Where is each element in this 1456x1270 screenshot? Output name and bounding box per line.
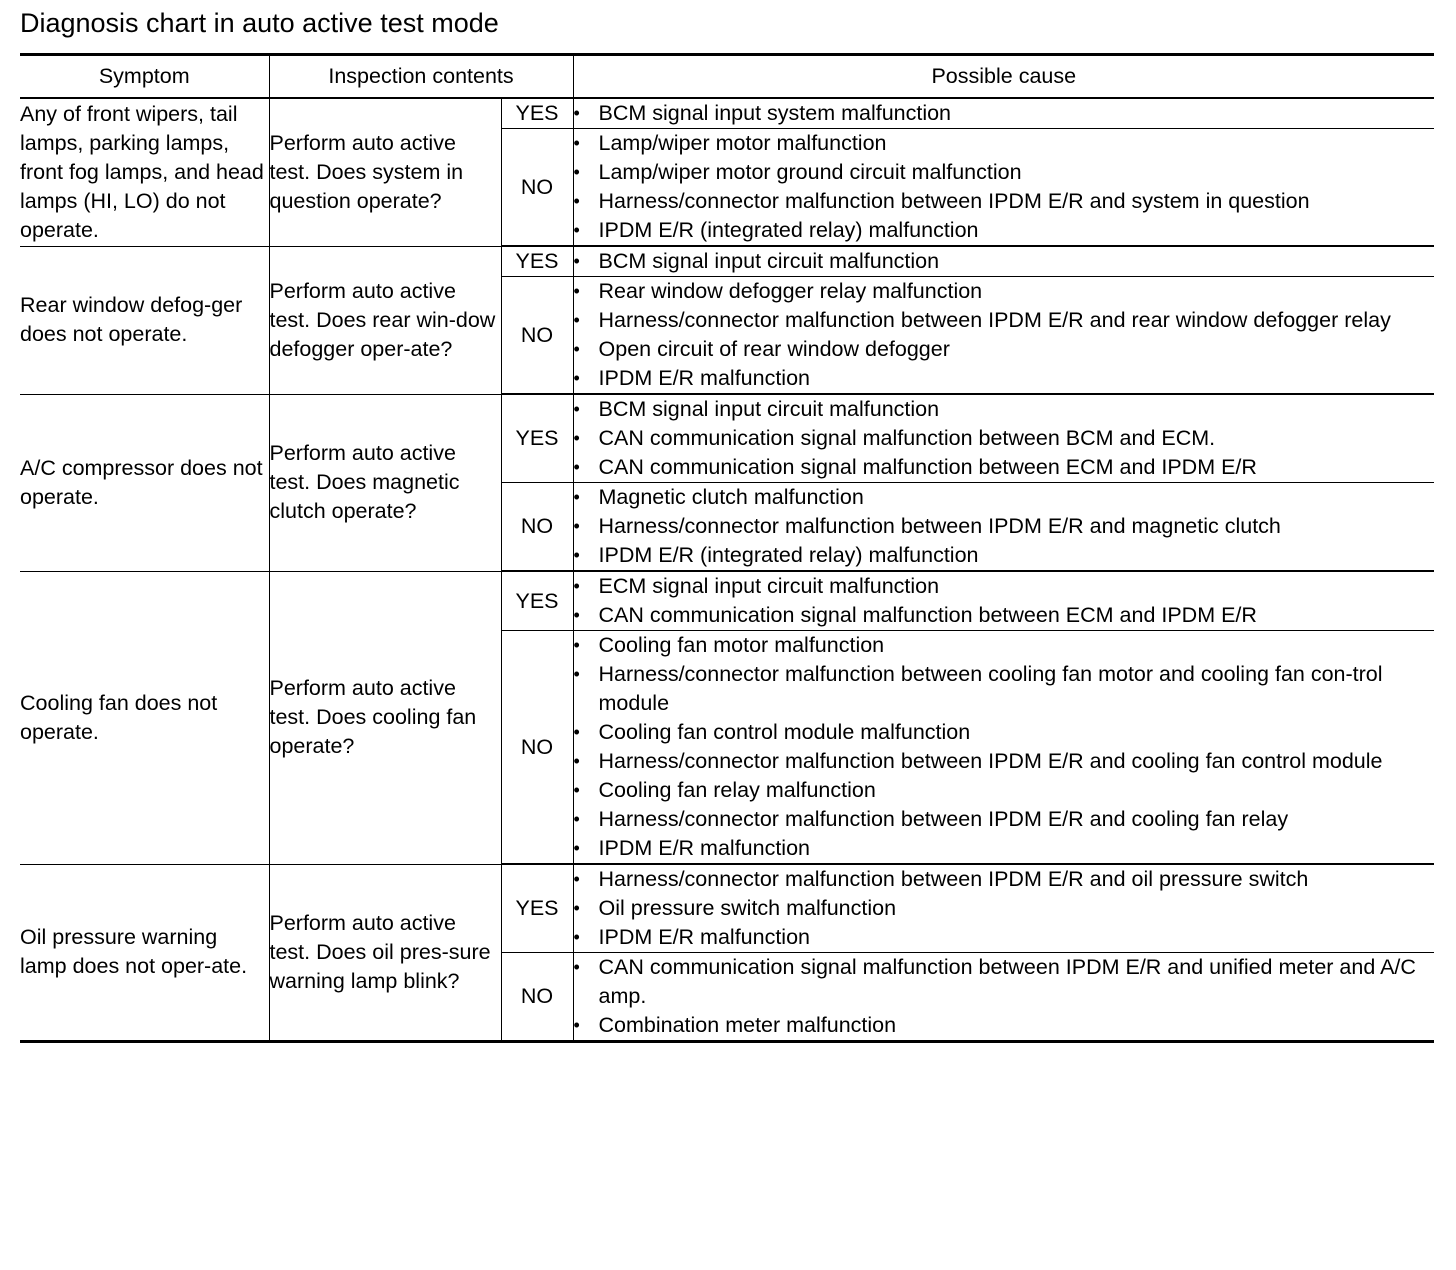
no-causes — [573, 277, 1434, 395]
cause-item: • IPDM E/R malfunction — [574, 834, 1435, 863]
no-label: NO — [501, 277, 573, 395]
yes-label: YES — [501, 571, 573, 631]
cause-item: • IPDM E/R malfunction — [574, 364, 1435, 393]
cause-item: • CAN communication signal malfunction between IPDM E/R and unified meter and A/C amp. — [574, 953, 1435, 1011]
cause-item: • IPDM E/R (integrated relay) malfunction — [574, 216, 1435, 245]
cause-item: • Harness/connector malfunction between cooling fan motor and cooling fan con-trol module — [574, 660, 1435, 718]
yes-label: YES — [501, 246, 573, 277]
cause-item: • Cooling fan control module malfunction — [574, 718, 1435, 747]
cause-item: • Harness/connector malfunction between IPDM E/R and magnetic clutch — [574, 512, 1435, 541]
cause-item: • CAN communication signal malfunction between ECM and IPDM E/R — [574, 601, 1435, 630]
cause-item: • BCM signal input circuit malfunction — [574, 247, 1435, 276]
header-possible-cause: Possible cause — [573, 55, 1434, 99]
cause-item: • Harness/connector malfunction between IPDM E/R and cooling fan relay — [574, 805, 1435, 834]
cause-item: • BCM signal input system malfunction — [574, 99, 1435, 128]
header-symptom: Symptom — [20, 55, 269, 99]
table-row-yes — [20, 394, 1434, 483]
no-label: NO — [501, 631, 573, 865]
no-label: NO — [501, 953, 573, 1042]
yes-causes — [573, 864, 1434, 953]
cause-item: • IPDM E/R (integrated relay) malfunction — [574, 541, 1435, 570]
cause-item: • Cooling fan relay malfunction — [574, 776, 1435, 805]
inspection-cell: Perform auto active test. Does oil pres-sure warning lamp blink? — [269, 864, 501, 1042]
yes-causes — [573, 571, 1434, 631]
cause-item: • BCM signal input circuit malfunction — [574, 395, 1435, 424]
cause-item: • IPDM E/R malfunction — [574, 923, 1435, 952]
inspection-cell: Perform auto active test. Does cooling fan operate? — [269, 571, 501, 864]
cause-item: • Harness/connector malfunction between IPDM E/R and cooling fan control module — [574, 747, 1435, 776]
inspection-cell: Perform auto active test. Does magnetic clutch operate? — [269, 394, 501, 571]
yes-label: YES — [501, 394, 573, 483]
cause-item: • Combination meter malfunction — [574, 1011, 1435, 1040]
table-row-yes — [20, 571, 1434, 631]
yes-causes — [573, 246, 1434, 277]
symptom-cell: Cooling fan does not operate. — [20, 571, 269, 864]
symptom-cell: Any of front wipers, tail lamps, parking lamps, front fog lamps, and head lamps (HI, LO) do not operate. — [20, 98, 269, 246]
cause-item: • Open circuit of rear window defogger — [574, 335, 1435, 364]
page-title: Diagnosis chart in auto active test mode — [20, 8, 499, 38]
inspection-cell: Perform auto active test. Does rear win-dow defogger oper-ate? — [269, 246, 501, 394]
table-header-row — [20, 55, 1434, 99]
cause-item: • Cooling fan motor malfunction — [574, 631, 1435, 660]
cause-item: • Harness/connector malfunction between IPDM E/R and rear window defogger relay — [574, 306, 1435, 335]
no-label: NO — [501, 483, 573, 572]
cause-item: • CAN communication signal malfunction between ECM and IPDM E/R — [574, 453, 1435, 482]
yes-label: YES — [501, 864, 573, 953]
symptom-cell: A/C compressor does not operate. — [20, 394, 269, 571]
cause-item: • Lamp/wiper motor ground circuit malfunction — [574, 158, 1435, 187]
cause-item: • CAN communication signal malfunction between BCM and ECM. — [574, 424, 1435, 453]
cause-item: • ECM signal input circuit malfunction — [574, 572, 1435, 601]
symptom-cell: Rear window defog-ger does not operate. — [20, 246, 269, 394]
no-causes — [573, 953, 1434, 1042]
yes-causes — [573, 394, 1434, 483]
no-causes — [573, 129, 1434, 247]
cause-item: • Oil pressure switch malfunction — [574, 894, 1435, 923]
table-row-yes — [20, 98, 1434, 129]
yes-causes — [573, 98, 1434, 129]
header-inspection: Inspection contents — [269, 55, 573, 99]
diagnosis-table — [20, 53, 1434, 1043]
table-row-yes — [20, 246, 1434, 277]
no-causes — [573, 631, 1434, 865]
cause-item: • Lamp/wiper motor malfunction — [574, 129, 1435, 158]
table-row-yes — [20, 864, 1434, 953]
symptom-cell: Oil pressure warning lamp does not oper-ate. — [20, 864, 269, 1042]
cause-item: • Rear window defogger relay malfunction — [574, 277, 1435, 306]
cause-item: • Harness/connector malfunction between IPDM E/R and oil pressure switch — [574, 865, 1435, 894]
yes-label: YES — [501, 98, 573, 129]
cause-item: • Magnetic clutch malfunction — [574, 483, 1435, 512]
no-causes — [573, 483, 1434, 572]
cause-item: • Harness/connector malfunction between IPDM E/R and system in question — [574, 187, 1435, 216]
no-label: NO — [501, 129, 573, 247]
inspection-cell: Perform auto active test. Does system in question operate? — [269, 98, 501, 246]
